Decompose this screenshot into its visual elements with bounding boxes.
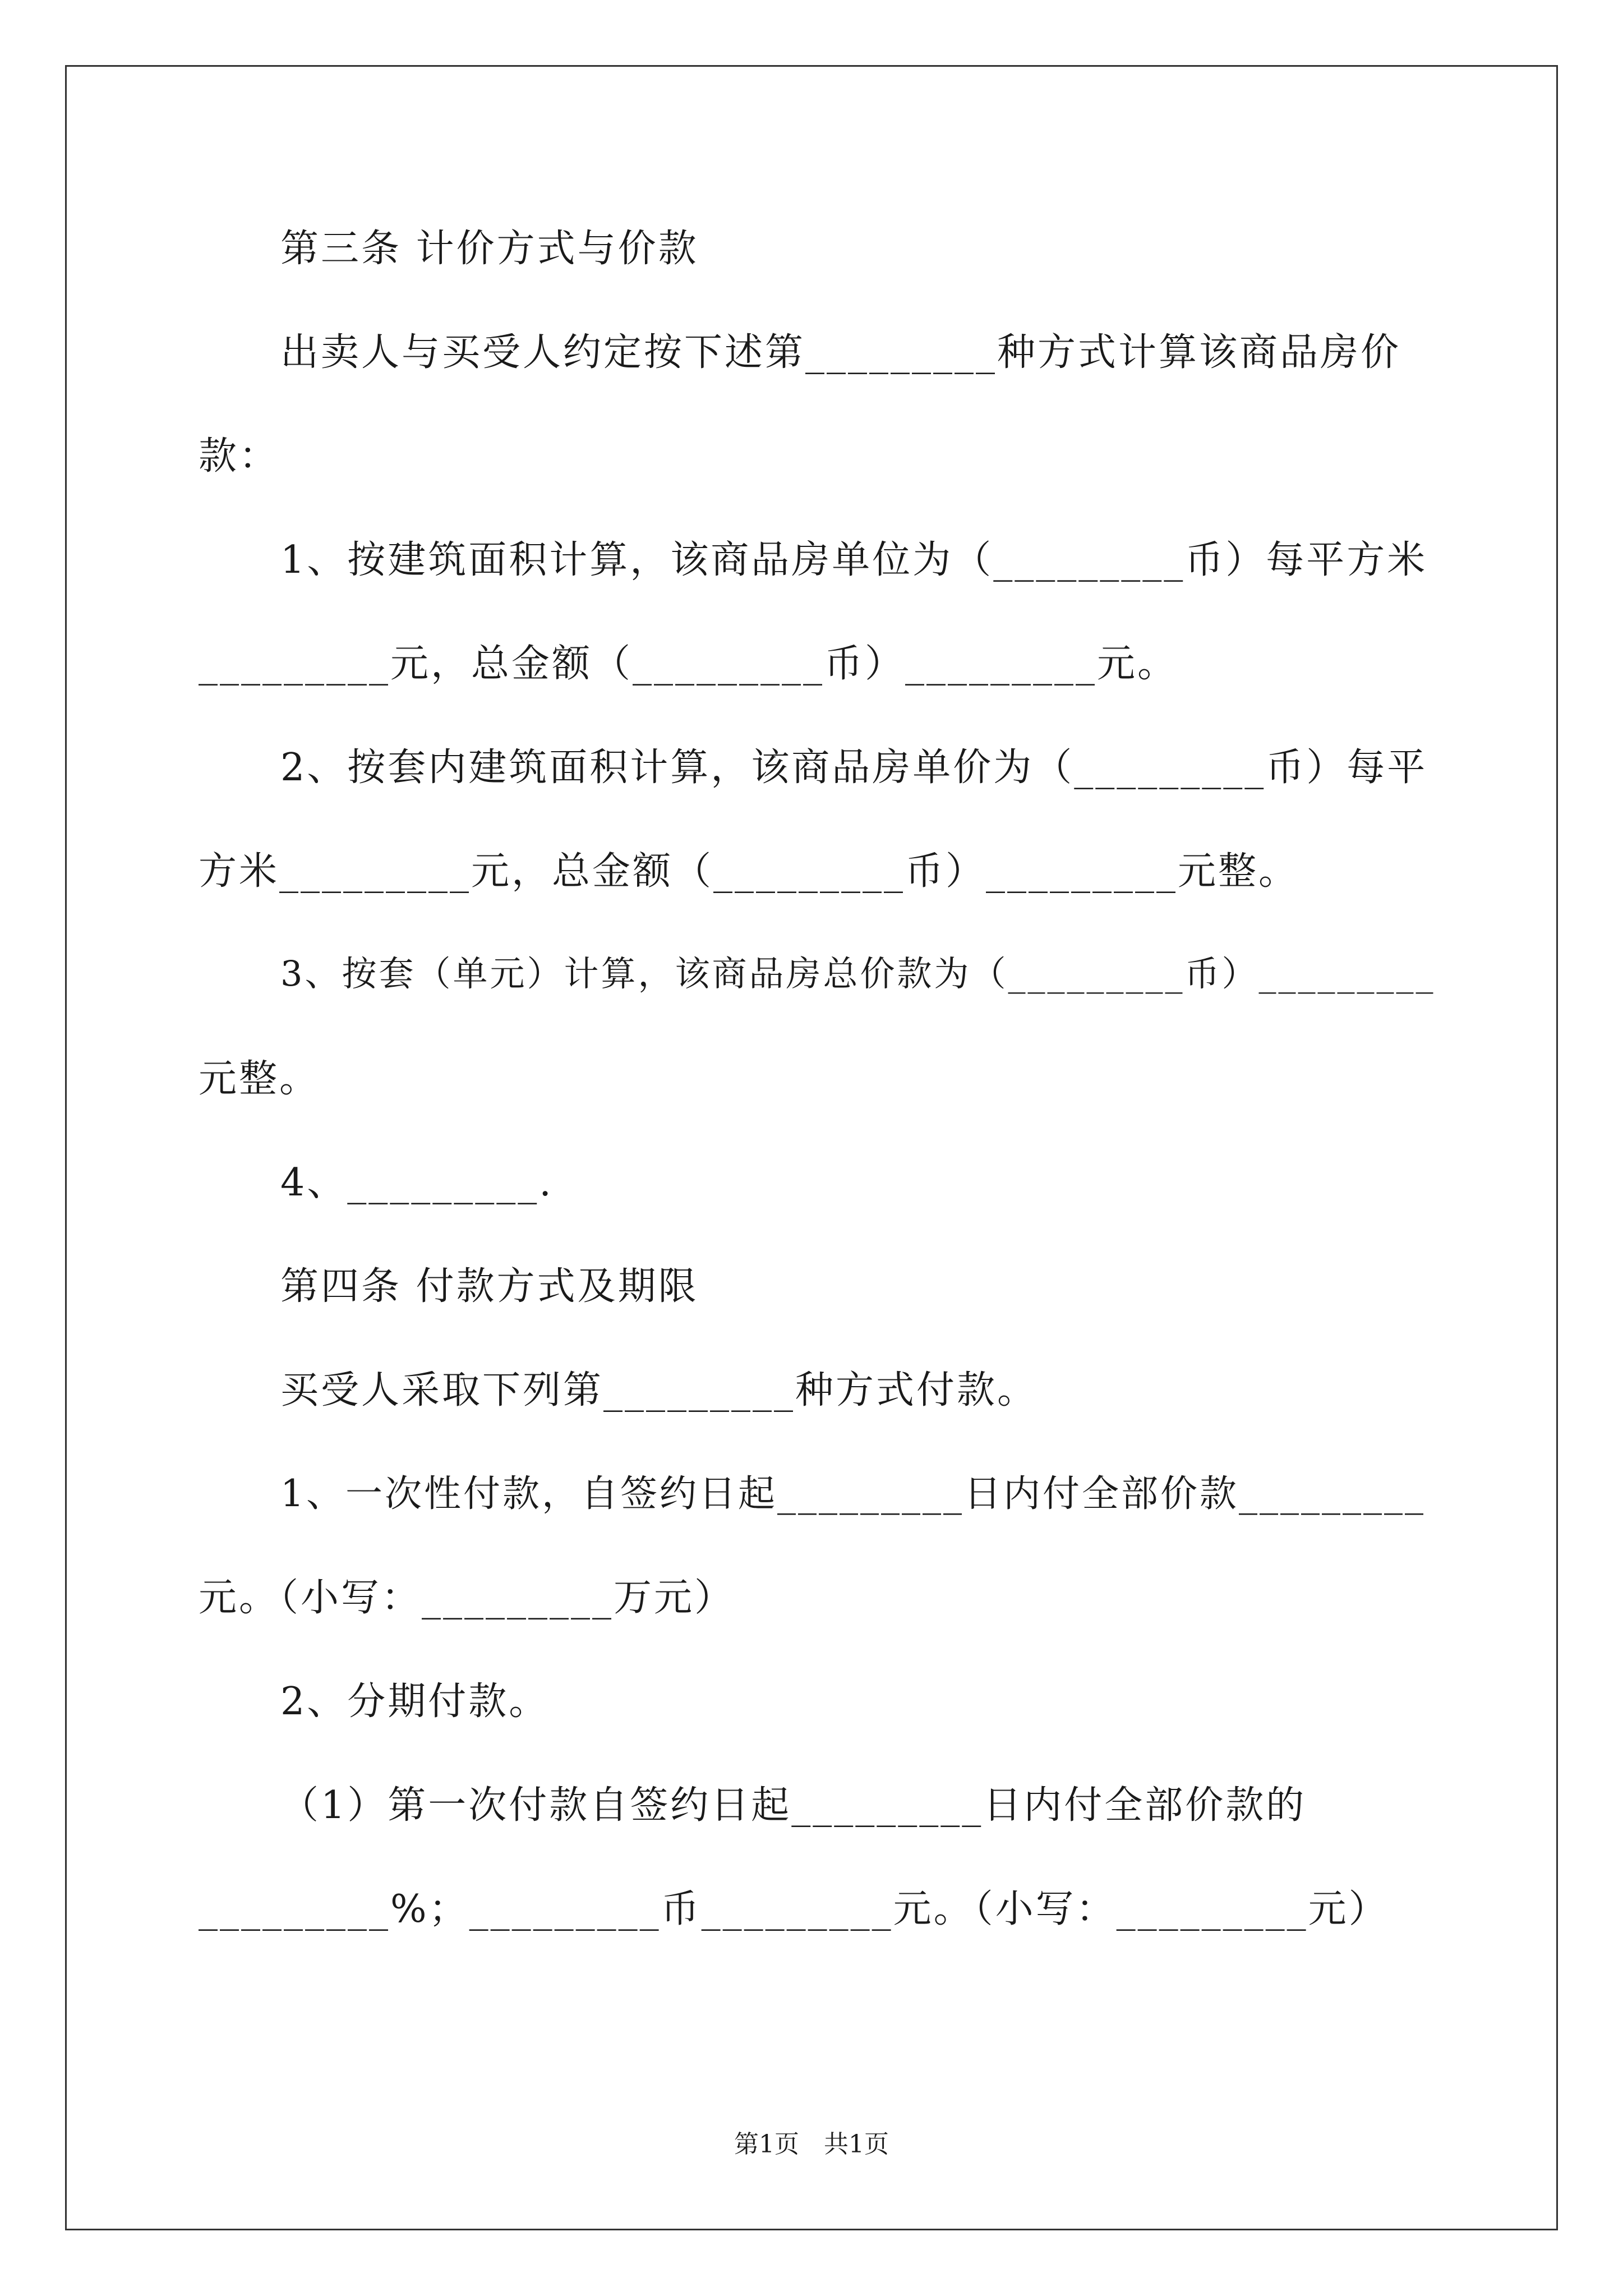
- paragraph-line: （1）第一次付款自签约日起_________日内付全部价款的: [280, 1783, 1307, 1828]
- paragraph-line: 元整。: [199, 1057, 320, 1101]
- article-4-heading: 第四条 付款方式及期限: [280, 1264, 699, 1309]
- paragraph-line: 款：: [199, 434, 280, 478]
- paragraph-line: 2、按套内建筑面积计算，该商品房单价为（_________币）每平: [280, 746, 1428, 790]
- paragraph-line: _________元，总金额（_________币）_________元。: [199, 642, 1178, 686]
- paragraph-line: 1、一次性付款，自签约日起_________日内付全部价款_________: [280, 1472, 1426, 1515]
- paragraph-line: 元。（小写：_________万元）: [199, 1576, 735, 1620]
- paragraph-line: 方米_________元，总金额（_________币）_________元整。: [199, 849, 1299, 894]
- paragraph-line: 出卖人与买受人约定按下述第_________种方式计算该商品房价: [280, 330, 1401, 375]
- paragraph-line: _________%；_________币_________元。（小写：_________元）: [199, 1887, 1389, 1931]
- paragraph-line: 2、分期付款。: [280, 1680, 550, 1724]
- paragraph-line: 买受人采取下列第_________种方式付款。: [280, 1368, 1038, 1412]
- paragraph-line: 1、按建筑面积计算，该商品房单位为（_________币）每平方米: [280, 538, 1428, 582]
- paragraph-line: 3、按套（单元）计算，该商品房总价款为（_________币）_________: [280, 953, 1436, 994]
- article-3-heading: 第三条 计价方式与价款: [280, 227, 699, 271]
- page-footer: 第1页 共1页: [734, 2130, 889, 2159]
- paragraph-line: 4、_________.: [280, 1161, 554, 1205]
